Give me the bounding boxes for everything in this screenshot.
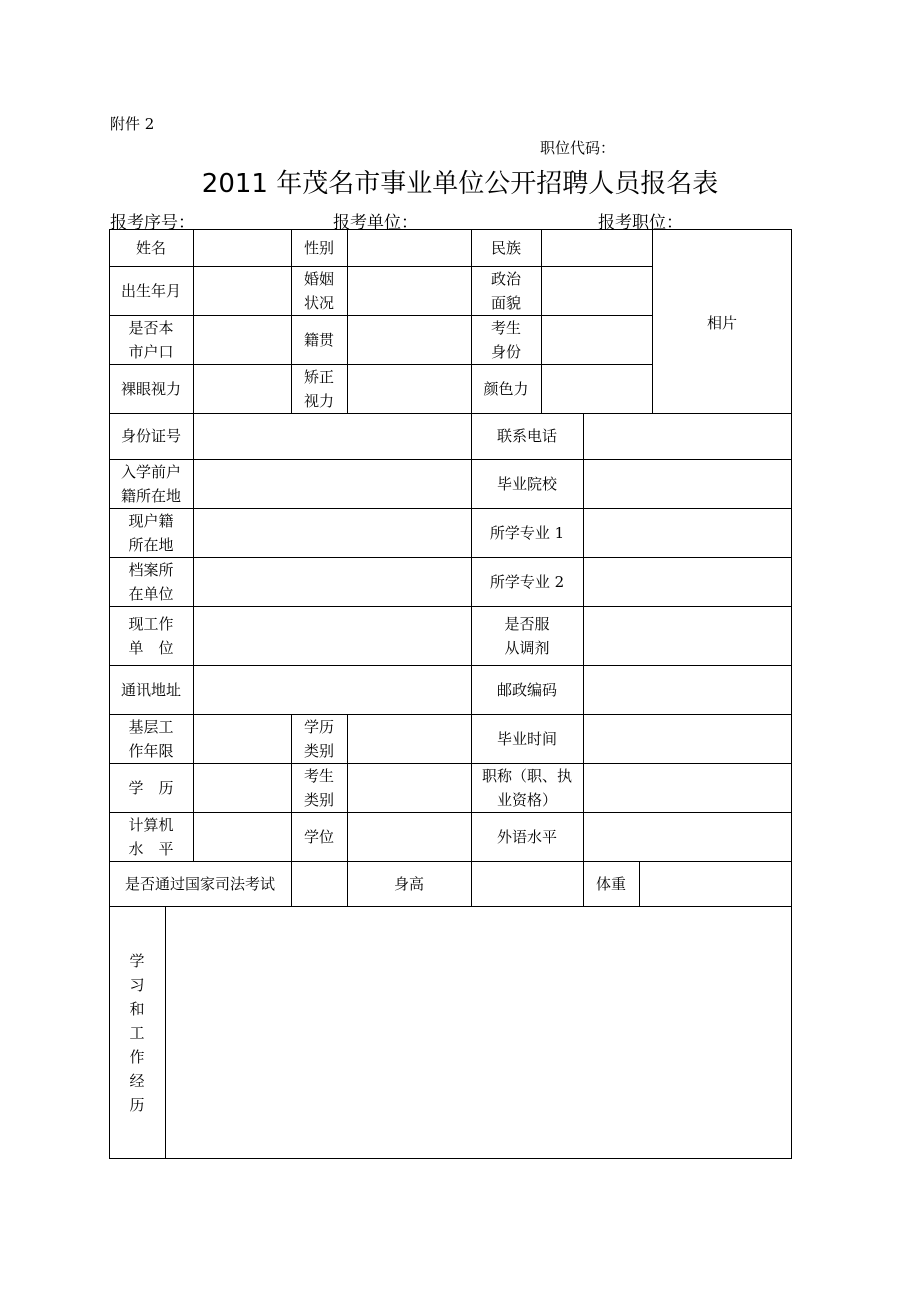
candidate-identity-label: 考生 身份 bbox=[490, 318, 521, 361]
major2-label: 所学专业 2 bbox=[489, 572, 565, 591]
education-field[interactable] bbox=[194, 764, 291, 812]
work-unit-field[interactable] bbox=[194, 607, 471, 665]
title-qualification-label: 职称（职、执 业资格） bbox=[481, 766, 572, 809]
native-place-label: 籍贯 bbox=[303, 330, 334, 349]
corrected-vision-field[interactable] bbox=[348, 365, 471, 413]
color-vision-field[interactable] bbox=[542, 365, 652, 413]
gender-field[interactable] bbox=[348, 230, 471, 266]
id-number-label: 身份证号 bbox=[120, 427, 181, 445]
grassroots-years-label: 基层工 作年限 bbox=[128, 717, 174, 760]
pre-school-hukou-label: 入学前户 籍所在地 bbox=[120, 462, 181, 505]
name-label: 姓名 bbox=[135, 238, 166, 257]
computer-level-field[interactable] bbox=[194, 813, 291, 861]
phone-field[interactable] bbox=[584, 414, 791, 459]
naked-vision-label: 裸眼视力 bbox=[120, 379, 181, 398]
birth-label: 出生年月 bbox=[120, 281, 181, 300]
id-number-field[interactable] bbox=[194, 414, 471, 459]
graduate-school-field[interactable] bbox=[584, 460, 791, 508]
weight-label: 体重 bbox=[595, 874, 626, 893]
address-label: 通讯地址 bbox=[120, 680, 181, 699]
address-field[interactable] bbox=[194, 666, 471, 714]
height-label: 身高 bbox=[393, 874, 424, 893]
postcode-label: 邮政编码 bbox=[496, 680, 557, 699]
attachment-label: 附件 2 bbox=[110, 115, 155, 133]
education-type-label: 学历 类别 bbox=[303, 717, 334, 760]
archive-unit-label: 档案所 在单位 bbox=[128, 560, 174, 603]
corrected-vision-label: 矫正 视力 bbox=[303, 367, 334, 410]
degree-field[interactable] bbox=[348, 813, 471, 861]
registration-form bbox=[109, 229, 792, 1160]
current-hukou-field[interactable] bbox=[194, 509, 471, 557]
graduation-time-field[interactable] bbox=[584, 715, 791, 763]
gender-label: 性别 bbox=[303, 238, 334, 257]
ethnicity-field[interactable] bbox=[542, 230, 652, 266]
ethnicity-label: 民族 bbox=[490, 238, 521, 257]
obey-adjust-label: 是否服 从调剂 bbox=[504, 614, 550, 657]
naked-vision-field[interactable] bbox=[194, 365, 291, 413]
unit-label: 报考单位： bbox=[333, 213, 418, 233]
candidate-type-label: 考生 类别 bbox=[303, 766, 334, 809]
judicial-exam-field[interactable] bbox=[292, 862, 347, 906]
local-hukou-field[interactable] bbox=[194, 316, 291, 364]
marital-label: 婚姻 状况 bbox=[303, 269, 334, 312]
serial-no-label: 报考序号： bbox=[110, 213, 195, 233]
height-field[interactable] bbox=[472, 862, 583, 906]
name-field[interactable] bbox=[194, 230, 291, 266]
experience-label: 学 习 和 工 作 经 历 bbox=[129, 951, 145, 1114]
experience-field[interactable] bbox=[166, 907, 791, 1158]
photo-placeholder[interactable]: 相片 bbox=[706, 314, 737, 332]
native-place-field[interactable] bbox=[348, 316, 471, 364]
education-label: 学 历 bbox=[128, 778, 174, 797]
degree-label: 学位 bbox=[303, 827, 334, 846]
political-field[interactable] bbox=[542, 267, 652, 315]
major2-field[interactable] bbox=[584, 558, 791, 606]
pre-school-hukou-field[interactable] bbox=[194, 460, 471, 508]
current-hukou-label: 现户籍 所在地 bbox=[128, 511, 174, 554]
candidate-identity-field[interactable] bbox=[542, 316, 652, 364]
birth-field[interactable] bbox=[194, 267, 291, 315]
major1-field[interactable] bbox=[584, 509, 791, 557]
foreign-language-label: 外语水平 bbox=[496, 827, 557, 846]
political-label: 政治 面貌 bbox=[490, 269, 521, 312]
computer-level-label: 计算机 水 平 bbox=[128, 815, 174, 858]
position-label: 报考职位： bbox=[598, 213, 683, 233]
foreign-language-field[interactable] bbox=[584, 813, 791, 861]
major1-label: 所学专业 1 bbox=[489, 523, 565, 542]
title-qualification-field[interactable] bbox=[584, 764, 791, 812]
phone-label: 联系电话 bbox=[496, 427, 557, 445]
page-title: 2011 年茂名市事业单位公开招聘人员报名表 bbox=[201, 169, 719, 199]
color-vision-label: 颜色力 bbox=[483, 379, 529, 398]
postcode-field[interactable] bbox=[584, 666, 791, 714]
grassroots-years-field[interactable] bbox=[194, 715, 291, 763]
marital-field[interactable] bbox=[348, 267, 471, 315]
local-hukou-label: 是否本 市户口 bbox=[128, 318, 174, 361]
position-code-label: 职位代码： bbox=[540, 139, 616, 157]
archive-unit-field[interactable] bbox=[194, 558, 471, 606]
graduation-time-label: 毕业时间 bbox=[496, 729, 557, 748]
obey-adjust-field[interactable] bbox=[584, 607, 791, 665]
work-unit-label: 现工作 单 位 bbox=[128, 614, 174, 657]
weight-field[interactable] bbox=[640, 862, 791, 906]
education-type-field[interactable] bbox=[348, 715, 471, 763]
graduate-school-label: 毕业院校 bbox=[496, 474, 557, 493]
candidate-type-field[interactable] bbox=[348, 764, 471, 812]
judicial-exam-label: 是否通过国家司法考试 bbox=[124, 874, 275, 893]
